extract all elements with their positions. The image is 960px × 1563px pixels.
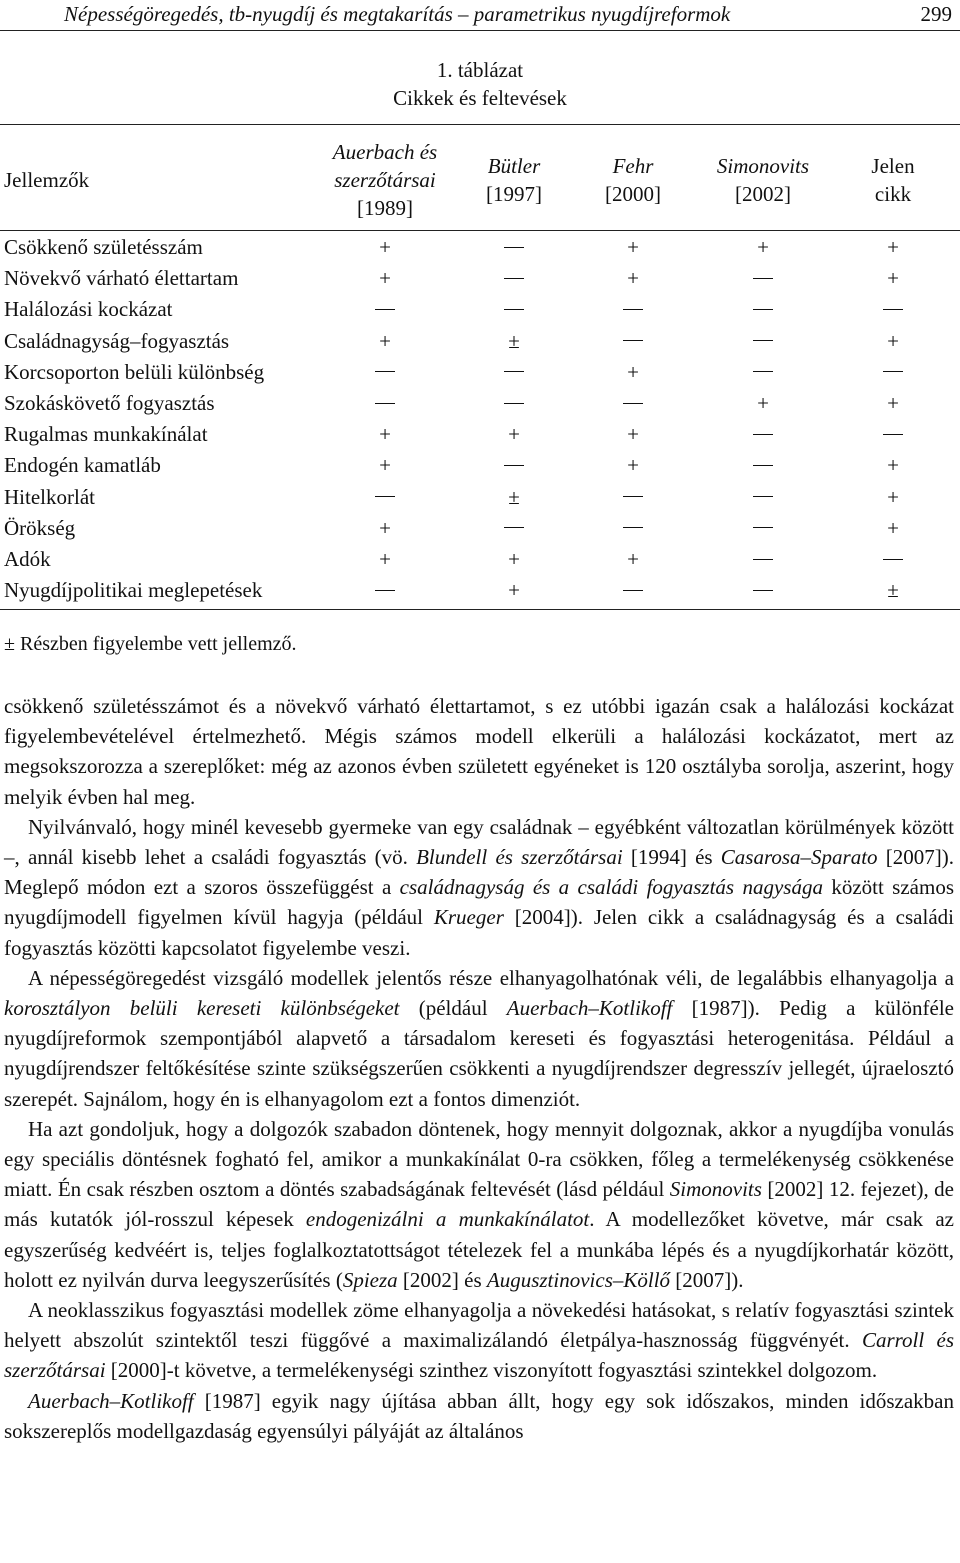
table-caption-number: 1. táblázat [436, 58, 524, 82]
row-label: Hitelkorlát [4, 484, 95, 509]
dash-mark [504, 527, 524, 528]
text-run: [2007]). Meglepő módon ezt a szoros összefüggést a [4, 845, 955, 900]
header-line: Jelen [871, 154, 915, 178]
dash-mark [753, 590, 773, 591]
table-cell: + [887, 266, 899, 291]
table-top-rule [0, 124, 960, 125]
table-cell [613, 391, 653, 416]
running-head [0, 0, 960, 31]
row-label: Adók [4, 547, 51, 571]
dash-mark [883, 371, 903, 372]
dash-mark [753, 278, 773, 279]
table-cell [743, 360, 783, 385]
table-cell [743, 266, 783, 291]
dash-mark [753, 465, 773, 466]
dash-mark [375, 590, 395, 591]
dash-mark [504, 403, 524, 404]
dash-mark [753, 527, 773, 528]
table-cell [494, 266, 534, 291]
table-cell [873, 297, 913, 322]
table-cell [365, 485, 405, 510]
header-line: [1997] [486, 182, 542, 206]
dash-mark [623, 403, 643, 404]
text-run: Nyilvánvaló, hogy minél kevesebb gyermeke van egy családnak – egyébként változatlan körülmények között –, annál kisebb lehet a családi fogyasztás (vö. [4, 814, 954, 870]
table-cell: + [379, 328, 391, 353]
row-label: Családnagyság–fogyasztás [4, 328, 230, 353]
table-header-rule [0, 230, 960, 231]
text-run: [1987]). Pedig a különféle nyugdíjreformok szempontjából alapvető a társadalom kereseti és fogyasztási heterogenitása. Például a nyugdíjrendszer feltőkésítése szinte szükségszerűen csökkenti a nyugdíjrendszer degresszív jellegét, újraelosztó szerepét. Sajnálom, hogy én is elhanyagolom ezt a fontos dimenziót. [4, 996, 954, 1111]
citation: Casarosa–Sparato [720, 845, 878, 870]
table-cell: + [757, 391, 769, 415]
table-cell: + [887, 328, 899, 353]
dash-mark [753, 496, 773, 497]
dash-mark [375, 403, 395, 404]
table-cell [494, 391, 534, 416]
row-label: Örökség [4, 515, 76, 540]
table-cell: + [379, 266, 391, 291]
row-label: Nyugdíjpolitikai meglepetések [4, 578, 263, 603]
table-cell [365, 297, 405, 322]
table-cell [494, 235, 534, 260]
table-cell: ± [887, 578, 899, 603]
table-header-col-2 [454, 152, 574, 208]
table-cell [743, 297, 783, 322]
table-cell [873, 422, 913, 447]
row-label: Halálozási kockázat [4, 297, 173, 322]
paragraph [4, 812, 954, 963]
dash-mark [883, 309, 903, 310]
table-cell [613, 485, 653, 510]
citation: Augusztinovics–Köllő [486, 1267, 671, 1292]
table-bottom-rule [0, 609, 960, 610]
table-cell: + [627, 359, 639, 384]
emphasis: korosztályon belüli kereseti különbségeket [4, 996, 400, 1021]
table-cell [743, 329, 783, 354]
table-cell: + [379, 422, 391, 447]
text-run: [1994] és [622, 845, 721, 870]
header-line: Bütler [487, 154, 541, 178]
dash-mark [883, 559, 903, 560]
dash-mark [504, 247, 524, 248]
table-cell: + [887, 391, 899, 415]
row-label: Növekvő várható élettartam [4, 266, 239, 291]
table-row [0, 547, 960, 578]
text-run: (például [399, 996, 507, 1021]
dash-mark [753, 434, 773, 435]
dash-mark [504, 309, 524, 310]
page-number: 299 [920, 2, 952, 26]
dash-mark [375, 496, 395, 497]
citation: Spieza [342, 1267, 398, 1292]
header-line: Fehr [612, 154, 654, 178]
text-run: [2004]). Jelen cikk a családnagyság és a családi fogyasztás közötti kapcsolatot figyelembe veszi. [4, 905, 954, 960]
table-cell [494, 360, 534, 385]
table-cell: + [887, 453, 899, 478]
table-header-first: Jellemzők [4, 168, 90, 192]
text-run: [2000]-t követve, a termelékenységi szinthez viszonyított fogyasztási szintekkel dolgozom. [105, 1358, 878, 1383]
table-cell [494, 453, 534, 478]
table-cell [613, 297, 653, 322]
emphasis: endogenizálni a munkakínálatot [305, 1207, 590, 1232]
table-cell [365, 391, 405, 416]
citation: Krueger [433, 905, 504, 930]
table-cell [743, 578, 783, 603]
table-cell [743, 516, 783, 541]
paragraph [4, 691, 954, 812]
dash-mark [375, 309, 395, 310]
table-cell: + [379, 235, 391, 259]
citation: Simonovits [669, 1177, 762, 1202]
table-footnote: ± Részben figyelembe vett jellemző. [4, 633, 297, 655]
table-cell: + [379, 547, 391, 571]
table-cell [613, 516, 653, 541]
header-line: Simonovits [716, 154, 810, 178]
text-run: [1987] egyik nagy újítása abban állt, hogy egy sok időszakos, minden időszakban sokszereplős modellgazdaság egyensúlyi pályáját az általános [4, 1388, 954, 1443]
paragraph [4, 1386, 954, 1446]
table-cell [494, 516, 534, 541]
paragraph [4, 1295, 954, 1386]
dash-mark [753, 559, 773, 560]
table-header-col-4 [683, 152, 843, 208]
text-run: [2002] 12. fejezet), de más kutatók jól-rosszul képesek [4, 1177, 954, 1232]
citation: Auerbach–Kotlikoff [28, 1388, 194, 1413]
table-row [0, 516, 960, 547]
header-line: szerzőtársai [334, 168, 436, 192]
dash-mark [504, 371, 524, 372]
table-cell: + [887, 515, 899, 540]
table-cell: + [627, 422, 639, 447]
citation: Carroll és szerzőtársai [4, 1328, 954, 1383]
table-header-col-5 [843, 152, 943, 208]
table-cell: ± [508, 484, 520, 509]
dash-mark [883, 434, 903, 435]
table-cell [873, 360, 913, 385]
header-line: cikk [874, 182, 912, 206]
table-cell [613, 578, 653, 603]
citation: Auerbach–Kotlikoff [506, 996, 673, 1021]
dash-mark [753, 371, 773, 372]
dash-mark [375, 371, 395, 372]
dash-mark [504, 278, 524, 279]
table-cell [743, 453, 783, 478]
body-text [4, 691, 954, 1446]
text-run: Ha azt gondoljuk, hogy a dolgozók szabadon döntenek, hogy mennyit dolgoznak, akkor a nyugdíjba vonulás egy speciális döntésnek fogható fel, amikor a munkakínálat 0-ra csökken, főleg a termelékenység csökkenése miatt. Én csak részben osztom a döntés szabadságának feltevését (lásd például [4, 1116, 954, 1202]
text-run: A neoklasszikus fogyasztási modellek zöme elhanyagolja a növekedési hatásokat, s relatív fogyasztási szintek helyett abszolút szintektől teszi függővé a maximalizálandó életpálya-hasznosság függvényét. [4, 1298, 954, 1353]
header-line: Auerbach és [332, 140, 438, 164]
text-run: A népességöregedést vizsgáló modellek jelentős része elhanyagolhatónak véli, de legalábbis elhanyagolja a [28, 965, 954, 990]
row-label: Rugalmas munkakínálat [4, 422, 208, 447]
table-cell: ± [508, 328, 520, 353]
row-label: Szokáskövető fogyasztás [4, 391, 215, 415]
table-cell: + [887, 484, 899, 509]
table-row [0, 578, 960, 609]
table-cell: + [508, 422, 520, 447]
paragraph [4, 1114, 954, 1295]
table-cell [365, 578, 405, 603]
dash-mark [504, 465, 524, 466]
header-line: [2002] [735, 182, 791, 206]
table-row [0, 297, 960, 328]
row-label: Csökkenő születésszám [4, 235, 203, 259]
table-cell: + [887, 235, 899, 259]
table-cell: + [627, 453, 639, 478]
paragraph [4, 963, 954, 1114]
table-row [0, 235, 960, 266]
emphasis: családnagyság és a családi fogyasztás nagysága [399, 875, 823, 900]
dash-mark [623, 496, 643, 497]
table-row [0, 391, 960, 422]
running-head-title: Népességöregedés, tb-nyugdíj és megtakarítás – parametrikus nyugdíjreformok [64, 2, 731, 26]
table-row [0, 360, 960, 391]
citation: Blundell és szerzőtársai [416, 845, 623, 870]
header-line: [2000] [605, 182, 661, 206]
row-label: Korcsoporton belüli különbség [4, 359, 265, 384]
header-line: [1989] [357, 196, 413, 220]
table-header-col-3 [573, 152, 693, 208]
table-row [0, 453, 960, 484]
dash-mark [753, 340, 773, 341]
table-row [0, 422, 960, 453]
dash-mark [753, 309, 773, 310]
table-cell [873, 547, 913, 572]
table-row [0, 266, 960, 297]
table-cell [494, 297, 534, 322]
table-cell: + [508, 547, 520, 571]
table-cell: + [757, 235, 769, 259]
table-cell [743, 547, 783, 572]
dash-mark [623, 340, 643, 341]
table-cell [365, 360, 405, 385]
table-cell: + [627, 235, 639, 259]
table-caption-title: Cikkek és feltevések [393, 86, 567, 110]
table-cell [743, 485, 783, 510]
table-cell [743, 422, 783, 447]
dash-mark [623, 590, 643, 591]
table-cell: + [627, 266, 639, 291]
table-cell: + [508, 578, 520, 603]
table-row [0, 329, 960, 360]
text-run: . A modellezőket követve, már csak az egyszerűség kedvéért is, teljes foglalkoztatottságot tételezek fel a munkába lépés és a nyugdíjkorhatár között, holott ez nyilván durva leegyszerűsítés ( [4, 1207, 954, 1292]
dash-mark [623, 309, 643, 310]
table-cell: + [627, 547, 639, 571]
dash-mark [623, 527, 643, 528]
row-label: Endogén kamatláb [4, 453, 161, 478]
table-cell: + [379, 515, 391, 540]
text-run: csökkenő születésszámot és a növekvő várható élettartamot, s ez utóbbi igazán csak a halálozási kockázat figyelembevételével értelmezhető. Mégis számos modell elkerüli a halálozási kockázatot, mert az megsokszorozza a szereplőket: még az azonos évben született egyéneket is 120 osztályba sorolja, aszerint, hogy melyik évben hal meg. [4, 694, 954, 809]
text-run: [2007]). [670, 1267, 744, 1292]
table-header-col-1 [305, 138, 465, 222]
table-cell [613, 329, 653, 354]
text-run: között számos nyugdíjmodell figyelmen kívül hagyja (például [4, 875, 954, 930]
table-cell: + [379, 453, 391, 478]
text-run: [2002] és [397, 1267, 487, 1292]
table-row [0, 485, 960, 516]
